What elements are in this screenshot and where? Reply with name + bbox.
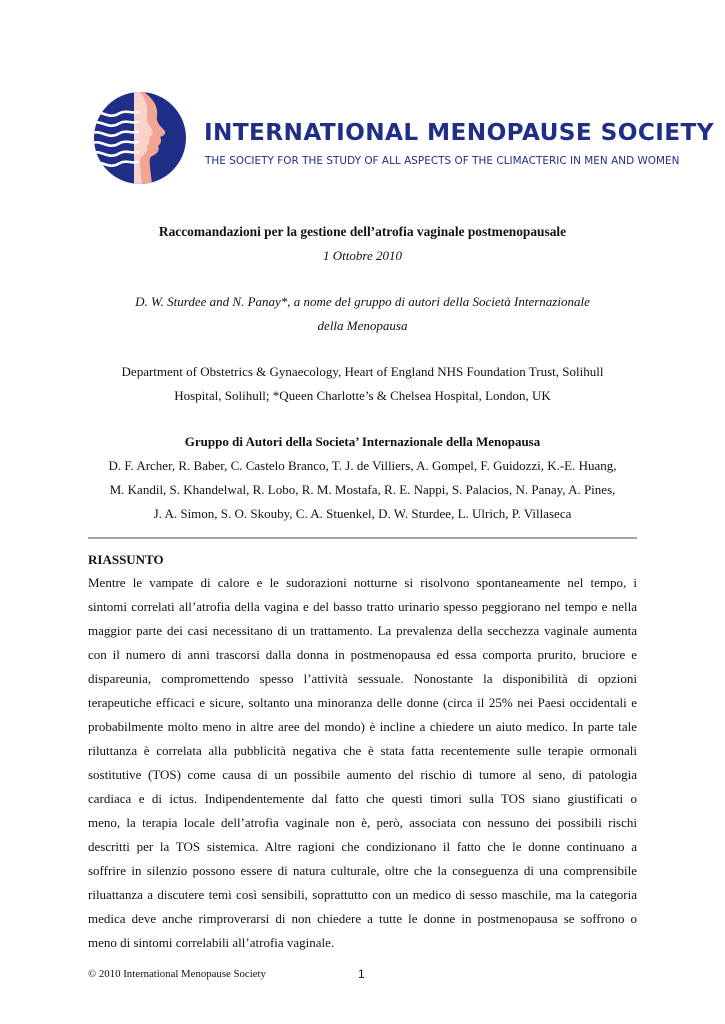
organization-tagline: THE SOCIETY FOR THE STUDY OF ALL ASPECTS OF THE CLIMACTERIC IN MEN AND WOMEN	[205, 155, 680, 167]
affiliation-line: Hospital, Solihull; *Queen Charlotte’s & Chelsea Hospital, London, UK	[174, 388, 551, 403]
abstract-line: dispareunia, compromettendo spesso l’attività sessuale. Nonostante la disponibilità di opzioni	[88, 671, 637, 686]
abstract-line: probabilmente molto meno in altre aree del mondo) è incline a chiedere un aiuto medico. In parte tale	[88, 719, 637, 734]
abstract-line: soffrire in silenzio possono essere di natura culturale, oltre che la conseguenza di una comprensibile	[88, 863, 637, 878]
section-divider	[88, 537, 637, 539]
abstract-line: descritti per la TOS sistemica. Altre ragioni che condizionano il fatto che le donne continuano a	[88, 839, 637, 854]
authors-line: della Menopausa	[317, 318, 408, 333]
document-title: Raccomandazioni per la gestione dell’atrofia vaginale postmenopausale	[158, 224, 567, 239]
authors-line: D. W. Sturdee and N. Panay*, a nome del gruppo di autori della Società Internazionale	[135, 294, 590, 309]
abstract-line: terapeutiche efficaci e sicure, soltanto una minoranza delle donne (circa il 25% nei Paesi occidentali e	[88, 695, 637, 710]
affiliation-line: Department of Obstetrics & Gynaecology, Heart of England NHS Foundation Trust, Solihull	[121, 364, 604, 379]
author-group-line: M. Kandil, S. Khandelwal, R. Lobo, R. M. Mostafa, R. E. Nappi, S. Palacios, N. Panay, A. Pines,	[109, 482, 616, 497]
abstract-heading: RIASSUNTO	[88, 552, 164, 567]
organization-name: INTERNATIONAL MENOPAUSE SOCIETY	[204, 119, 714, 146]
abstract-line: cardiaca e di ictus. Indipendentemente dal fatto che questi timori sulla TOS siano giustificati o	[88, 791, 637, 806]
abstract-line: Mentre le vampate di calore e le sudorazioni notturne si risolvono spontaneamente nel tempo, i	[88, 575, 637, 590]
author-group-line: J. A. Simon, S. O. Skouby, C. A. Stuenkel, D. W. Sturdee, L. Ulrich, P. Villaseca	[153, 506, 572, 521]
abstract-line: medica deve anche rimproverarsi di non chiedere a tutte le donne in postmenopausa se soffrono o	[88, 911, 637, 926]
footer-copyright: © 2010 International Menopause Society	[88, 968, 266, 980]
abstract-line: con il numero di anni trascorsi dalla donna in postmenopausa ed essa comporta prurito, bruciore e	[88, 647, 637, 662]
author-group-line: D. F. Archer, R. Baber, C. Castelo Branco, T. J. de Villiers, A. Gompel, F. Guidozzi, K.-E. Huang,	[108, 458, 617, 473]
abstract-line: meno, la terapia locale dell’atrofia vaginale non è, però, associata con nessuno dei possibili rischi	[88, 815, 637, 830]
abstract-line: riluttanza è correlata alla pubblicità negativa che è stata fatta recentemente sulle terapie ormonali	[88, 743, 637, 758]
document-date: 1 Ottobre 2010	[323, 248, 402, 263]
abstract-line: sostitutive (TOS) come causa di un possibile aumento del rischio di tumore al seno, di patologia	[88, 767, 637, 782]
abstract-line: meno di sintomi correlabili all’atrofia vaginale.	[88, 935, 335, 950]
ims-logo-icon	[94, 92, 186, 184]
author-group-title: Gruppo di Autori della Societa’ Internazionale della Menopausa	[184, 434, 541, 449]
abstract-line: riluattanza a discutere temi così sensibili, soprattutto con un medico di sesso maschile, ma la categoria	[88, 887, 637, 902]
page-number: 1	[358, 967, 365, 981]
abstract-line: maggior parte dei casi necessitano di un trattamento. La prevalenza della secchezza vaginale aumenta	[88, 623, 637, 638]
abstract-line: sintomi correlati all’atrofia della vagina e del basso tratto urinario spesso peggiorano nel tempo e nella	[88, 599, 637, 614]
